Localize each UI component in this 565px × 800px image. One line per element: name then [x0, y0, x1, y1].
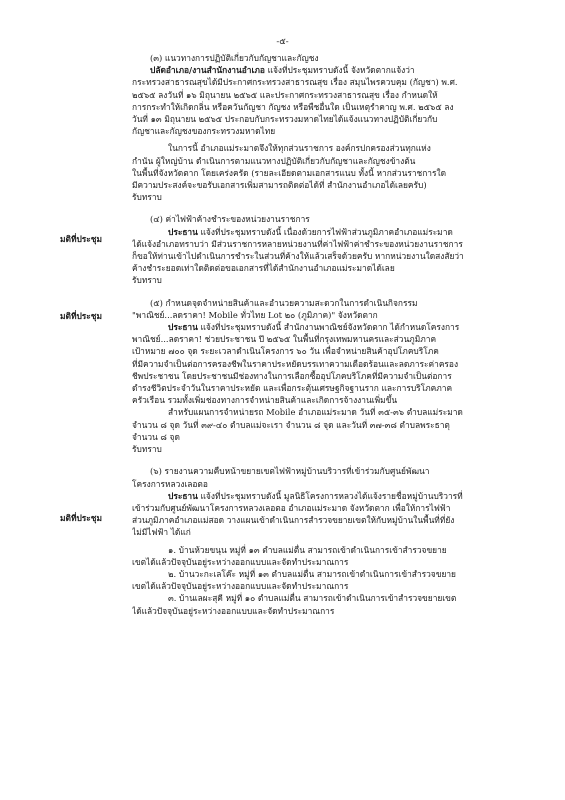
- speaker: ประธาน: [168, 226, 198, 237]
- paragraph-line: ได้แจ้งอำเภอทราบว่า มีส่วนราชการหลายหน่วยงานที่ค่าไฟฟ้าค่าชำระของหน่วยงานราชการ: [132, 238, 463, 249]
- speaker: ประธาน: [168, 490, 198, 501]
- paragraph-line: กำนัน ผู้ใหญ่บ้าน ดำเนินการตามแนวทางปฏิบัติเกี่ยวกับกัญชาและกัญชงข้างต้น: [132, 155, 416, 166]
- list-item-cont: เขตได้แล้วปัจจุบันอยู่ระหว่างออกแบบและจัดทำประมาณการ: [132, 581, 349, 592]
- section-6: [132, 465, 524, 616]
- paragraph-line: ๒๕๖๕ ลงวันที่ ๑๖ มิถุนายน ๒๕๖๕ และประกาศกระทรวงสาธารณสุข เรื่อง กำหนดให้: [132, 89, 438, 100]
- section-title: (๓) แนวทางการปฏิบัติเกี่ยวกับกัญชาและกัญชง: [150, 53, 319, 63]
- paragraph-line: เข้าร่วมกับศูนย์พัฒนาโครงการหลวงเลอตอ อำเภอแม่ระมาด จังหวัดตาก เพื่อให้การไฟฟ้า: [132, 502, 451, 513]
- paragraph-line: วันที่ ๑๓ มิถุนายน ๒๕๖๕ ประกอบกับกระทรวงมหาดไทยได้แจ้งแนวทางปฏิบัติเกี่ยวกับ: [132, 114, 438, 125]
- paragraph-line: จำนวน ๘ จุด: [132, 431, 180, 442]
- paragraph-line: จำนวน ๘ จุด วันที่ ๓๙-๔๐ ตำบลแม่จะเรา จำนวน ๘ จุด และวันที่ ๓๗-๓๘ ตำบลพระธาตุ: [132, 419, 450, 430]
- section-3: [132, 52, 524, 203]
- list-item: ๒. บ้านวะกะเลโค๊ะ หมู่ที่ ๑๓ ตำบลแม่ตื่น สามารถเข้าดำเนินการเข้าสำรวจขยาย: [168, 568, 456, 579]
- list-item-cont: เขตได้แล้วปัจจุบันอยู่ระหว่างออกแบบและจัดทำประมาณการ: [132, 556, 349, 567]
- paragraph-line: ชีพประชาชน โดยประชาชนมีช่องทางในการเลือกซื้ออุปโภคบริโภคที่มีความจำเป็นต่อการ: [132, 370, 452, 381]
- section-title-cont: โครงการหลวงเลอตอ: [132, 478, 208, 489]
- section-title: (๖) รายงานความคืบหน้าขยายเขตไฟฟ้าหมู่บ้านบริวารที่เข้าร่วมกับศูนย์พัฒนา: [150, 466, 430, 477]
- list-item: ๑. บ้านห้วยขนุน หมู่ที่ ๑๓ ตำบลแม่ตื่น สามารถเข้าดำเนินการเข้าสำรวจขยาย: [168, 544, 447, 555]
- resolution-text: รับทราบ: [132, 444, 162, 455]
- paragraph-line: ที่มีความจำเป็นต่อการครองชีพในราคาประหยัดบรรเทาความเดือดร้อนและลดภาระค่าครอง: [132, 358, 459, 369]
- resolution-text: รับทราบ: [132, 192, 162, 203]
- speaker: ประธาน: [168, 322, 198, 333]
- resolution-label-3: มติที่ประชุม: [60, 513, 102, 523]
- paragraph-line: ในการนี้ อำเภอแม่ระมาดจึงให้ทุกส่วนราชการ องค์กรปกครองส่วนทุกแห่ง: [168, 143, 431, 154]
- paragraph-line: ในพื้นที่จังหวัดตาก โดยเคร่งครัด (รายละเอียดตามเอกสารแนบ ทั้งนี้ หากส่วนราชการใด: [132, 167, 447, 178]
- document-body: [132, 52, 524, 617]
- section-5: [132, 297, 524, 456]
- list-item: ๓. บ้านเลผะสุคี หมู่ที่ ๑๐ ตำบลแม่ตื่น สามารถเข้าดำเนินการเข้าสำรวจขยายเขต: [168, 593, 457, 604]
- paragraph-line: ก็ขอให้ท่านเข้าไปดำเนินการชำระในส่วนที่ค้างให้แล้วเสร็จด้วยครับ หากหน่วยงานใดสงสัยว่า: [132, 251, 464, 262]
- paragraph-line: ประธาน แจ้งที่ประชุมทราบดังนี้ สำนักงานพาณิชย์จังหวัดตาก ได้กำหนดโครงการ: [168, 322, 460, 333]
- paragraph-line: เป้าหมาย ๗๐๐ จุด ระยะเวลาดำเนินโครงการ ๖๐ วัน เพื่อจำหน่ายสินค้าอุปโภคบริโภค: [132, 346, 439, 357]
- section-title: (๕) กำหนดจุดจำหน่ายสินค้าและอำนวยความสะดวกในการดำเนินกิจกรรม: [150, 297, 418, 308]
- paragraph-line: กระทรวงสาธารณสุขได้มีประกาศกระทรวงสาธารณสุข เรื่อง สมุนไพรควบคุม (กัญชา) พ.ศ.: [132, 77, 458, 88]
- paragraph-line: ส่วนภูมิภาคอำเภอแม่สอด วางแผนเข้าดำเนินการสำรวจขยายเขตให้กับหมู่บ้านในพื้นที่ที่ยัง: [132, 515, 455, 526]
- paragraph-line: สำหรับแผนการจำหน่ายรถ Mobile อำเภอแม่ระมาด วันที่ ๓๕-๓๖ ตำบลแม่ระมาด: [168, 407, 463, 418]
- section-title-cont: "พาณิชย์...ลดราคา! Mobile ทั่วไทย Lot ๒๐ (ภูมิภาค)" จังหวัดตาก: [132, 309, 378, 320]
- page-number: -๕-: [276, 37, 289, 47]
- list-item-cont: ได้แล้วปัจจุบันอยู่ระหว่างออกแบบและจัดทำประมาณการ: [132, 605, 335, 616]
- paragraph-line: ประธาน แจ้งที่ประชุมทราบดังนี้ เนื่องด้วยการไฟฟ้าส่วนภูมิภาคอำเภอแม่ระมาด: [168, 226, 453, 237]
- resolution-label-2: มติที่ประชุม: [60, 311, 102, 321]
- paragraph-line: มีความประสงค์จะขอรับเอกสารเพิ่มสามารถติดต่อได้ที่ สำนักงานอำเภอได้เลยครับ): [132, 180, 427, 191]
- paragraph-line: ดำรงชีวิตประจำวันในราคาประหยัด และเพื่อกระตุ้นเศรษฐกิจฐานราก และการบริโภคภาค: [132, 383, 453, 394]
- paragraph-line: ปลัดอำเภอ/งานสำนักงานอำเภอ แจ้งที่ประชุมทราบดังนี้ จังหวัดตากแจ้งว่า: [150, 65, 415, 76]
- paragraph-line: พาณิชย์...ลดราคา! ช่วยประชาชน ปี ๒๕๖๕ ในพื้นที่กรุงเทพมหานครและส่วนภูมิภาค: [132, 334, 437, 345]
- paragraph-line: ค้างชำระยอดเท่าใดติดต่อขอเอกสารที่ได้สำนักงานอำเภอแม่ระมาดได้เลย: [132, 263, 395, 274]
- paragraph-line: ไม่มีไฟฟ้า ได้แก่: [132, 527, 191, 538]
- speaker: ปลัดอำเภอ/งานสำนักงานอำเภอ: [150, 65, 265, 76]
- section-4: [132, 213, 524, 286]
- paragraph-line: การกระทำให้เกิดกลิ่น หรือควันกัญชา กัญชง หรือพืชอื่นใด เป็นเหตุรำคาญ พ.ศ. ๒๕๖๕ ลง: [132, 101, 454, 112]
- paragraph-line: ประธาน แจ้งที่ประชุมทราบดังนี้ มูลนิธิโครงการหลวงได้แจ้งรายชื่อหมู่บ้านบริวารที่: [168, 490, 463, 501]
- paragraph-line: กัญชาและกัญชงของกระทรวงมหาดไทย: [132, 126, 276, 137]
- section-title: (๔) ค่าไฟฟ้าค้างชำระของหน่วยงานราชการ: [150, 214, 310, 225]
- resolution-label-1: มติที่ประชุม: [60, 234, 102, 244]
- paragraph-line: ครัวเรือน รวมทั้งเพิ่มช่องทางการจำหน่ายสินค้าและเกิดการจ้างงานเพิ่มขึ้น: [132, 395, 398, 406]
- resolution-text: รับทราบ: [132, 275, 162, 286]
